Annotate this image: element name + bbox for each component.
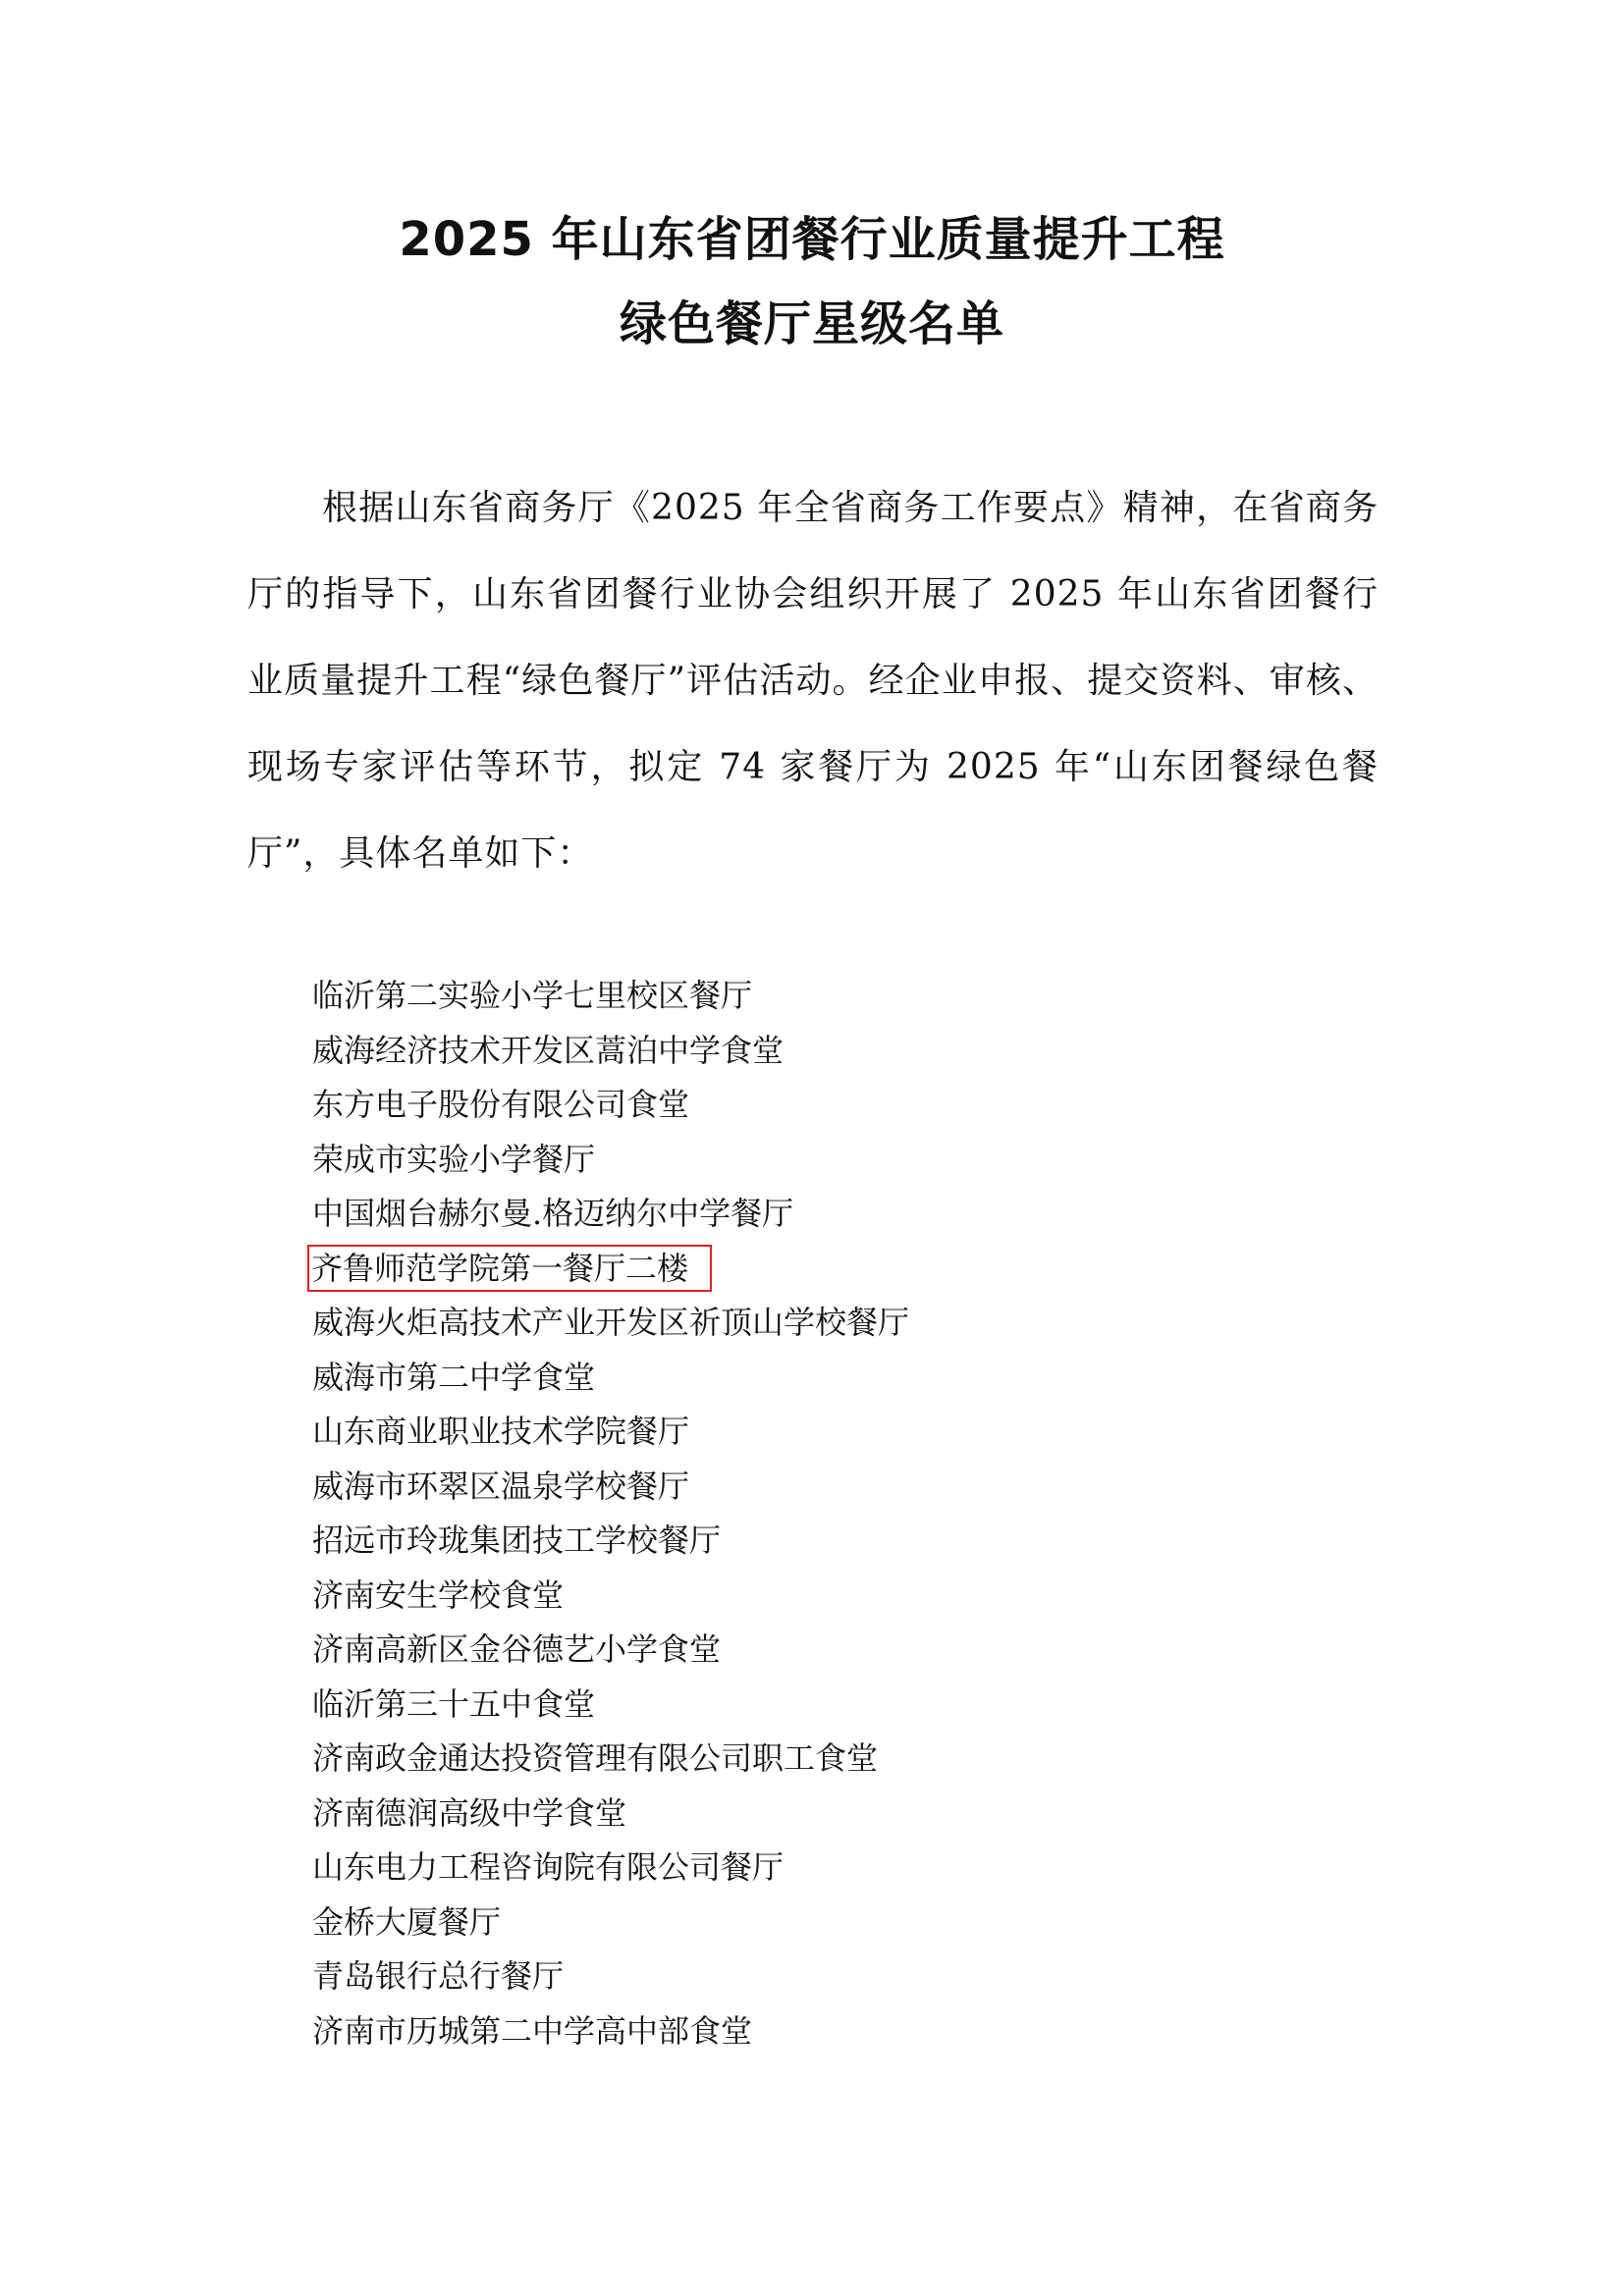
list-item: [312, 1190, 909, 1245]
list-item: [312, 1517, 909, 1572]
list-item: [312, 1843, 909, 1898]
restaurant-name: 招远市玲珑集团技工学校餐厅: [312, 1522, 722, 1559]
restaurant-name: 威海市环翠区温泉学校餐厅: [312, 1467, 690, 1505]
restaurant-name: 山东商业职业技术学院餐厅: [312, 1413, 690, 1450]
list-item: [312, 972, 909, 1027]
list-item: [312, 1626, 909, 1681]
restaurant-name: 临沂第三十五中食堂: [312, 1684, 596, 1723]
restaurant-name: 威海经济技术开发区蒿泊中学食堂: [312, 1031, 785, 1069]
list-item: [312, 1681, 909, 1735]
list-item: [312, 1789, 909, 1844]
list-item: [312, 1408, 909, 1463]
restaurant-list: [312, 972, 909, 2061]
document-title-line-2: 绿色餐厅星级名单: [619, 296, 1004, 351]
restaurant-name: 东方电子股份有限公司食堂: [312, 1086, 690, 1123]
list-item: [312, 1081, 909, 1136]
list-item: [312, 1735, 909, 1789]
restaurant-name: 济南德润高级中学食堂: [312, 1793, 627, 1832]
list-item: [312, 2007, 909, 2062]
list-item: [312, 1952, 909, 2007]
intro-paragraph: 根据山东省商务厅《2025 年全省商务工作要点》精神，在省商务厅的指导下，山东省团餐行业协会组织开展了 2025 年山东省团餐行业质量提升工程“绿色餐厅”评估活动。经企业申报、提交资料、审核、现场专家评估等环节，拟定 74 家餐厅为 2025 年“山东团餐绿色餐厅”，具体名单如下：: [247, 488, 1379, 874]
restaurant-name: 威海火炬高技术产业开发区祈顶山学校餐厅: [312, 1304, 910, 1341]
restaurant-name: 济南高新区金谷德艺小学食堂: [312, 1630, 722, 1668]
restaurant-name: 济南安生学校食堂: [312, 1575, 565, 1614]
restaurant-name: 临沂第二实验小学七里校区餐厅: [312, 977, 753, 1014]
restaurant-name: 山东电力工程咨询院有限公司餐厅: [312, 1848, 785, 1886]
restaurant-name: 济南市历城第二中学高中部食堂: [312, 2011, 753, 2050]
highlight-box: 齐鲁师范学院第一餐厅二楼: [309, 1247, 710, 1290]
list-item: [312, 1354, 909, 1409]
list-item: [312, 1463, 909, 1518]
list-item: [312, 1299, 909, 1354]
list-item: [312, 1027, 909, 1082]
restaurant-name: 青岛银行总行餐厅: [312, 1957, 565, 1995]
restaurant-name: 中国烟台赫尔曼.格迈纳尔中学餐厅: [312, 1195, 794, 1232]
list-item: [312, 1136, 909, 1191]
restaurant-name: 金桥大厦餐厅: [312, 1902, 502, 1941]
list-item-highlighted: [312, 1245, 909, 1300]
restaurant-name: 济南政金通达投资管理有限公司职工食堂: [312, 1739, 879, 1777]
list-item: [312, 1898, 909, 1953]
restaurant-name: 荣成市实验小学餐厅: [312, 1140, 596, 1178]
restaurant-name: 威海市第二中学食堂: [312, 1358, 596, 1396]
document-title-line-1: 2025 年山东省团餐行业质量提升工程: [399, 212, 1225, 267]
list-item: [312, 1572, 909, 1627]
